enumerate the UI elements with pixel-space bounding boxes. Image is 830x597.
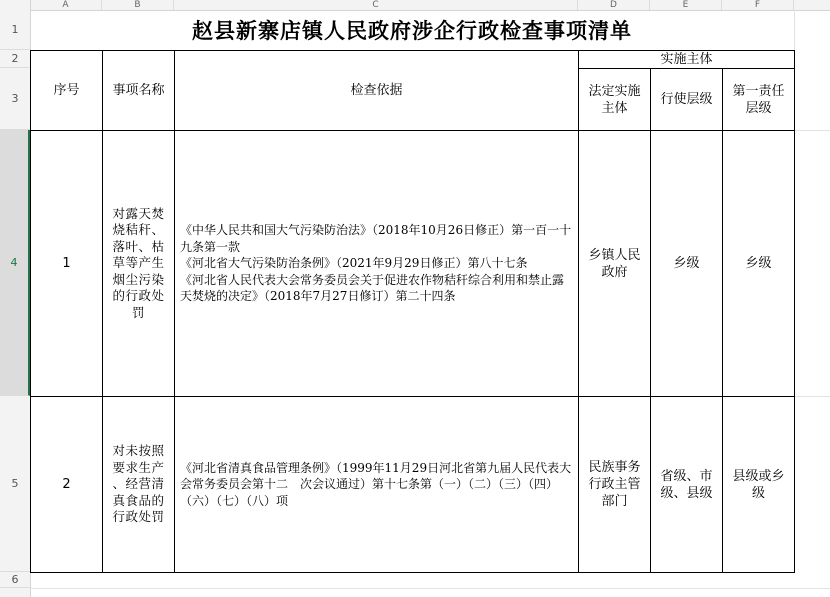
header-exercise-level[interactable]: 行使层级 xyxy=(650,68,723,131)
column-header-e[interactable]: E xyxy=(650,0,722,10)
header-subject-group[interactable]: 实施主体 xyxy=(578,50,795,69)
select-all-corner[interactable] xyxy=(0,0,31,10)
header-item-name[interactable]: 事项名称 xyxy=(102,50,175,131)
gridline xyxy=(794,10,795,50)
record-2-basis[interactable]: 《河北省清真食品管理条例》（1999年11月29日河北省第九届人民代表大会常务委员会第十二 次会议通过）第十七条第（一）（二）（三）（四）（六）（七）（八）项 xyxy=(174,396,579,573)
row-header-3[interactable]: 3 xyxy=(0,68,30,130)
column-header-f[interactable]: F xyxy=(722,0,794,10)
column-header-b[interactable]: B xyxy=(102,0,174,10)
gridline xyxy=(794,396,830,397)
record-1-exercise-level[interactable]: 乡级 xyxy=(650,130,723,397)
column-header-c[interactable]: C xyxy=(174,0,578,10)
header-no[interactable]: 序号 xyxy=(30,50,103,131)
record-1-first-responsibility[interactable]: 乡级 xyxy=(722,130,795,397)
column-header-a[interactable]: A xyxy=(30,0,102,10)
header-basis[interactable]: 检查依据 xyxy=(174,50,579,131)
row-header-1[interactable]: 1 xyxy=(0,10,30,50)
header-legal-subject[interactable]: 法定实施 主体 xyxy=(578,68,651,131)
record-1-basis[interactable]: 《中华人民共和国大气污染防治法》（2018年10月26日修正）第一百一十九条第一款 《河北省大气污染防治条例》（2021年9月29日修正）第八十七条 《河北省人民代表大会常务委员会关于促进农作物秸秆综合利用和禁止露天焚烧的决定》（2018年7月27日修订）第二十四条 xyxy=(174,130,579,397)
gridline xyxy=(794,130,830,131)
row-header-2[interactable]: 2 xyxy=(0,50,30,68)
column-header-d[interactable]: D xyxy=(578,0,650,10)
record-2-first-responsibility[interactable]: 县级或乡 级 xyxy=(722,396,795,573)
header-first-responsibility[interactable]: 第一责任 层级 xyxy=(722,68,795,131)
row-header-6[interactable]: 6 xyxy=(0,572,30,588)
record-1-item-name[interactable]: 对露天焚 烧秸秆、 落叶、枯 草等产生 烟尘污染 的行政处 罚 xyxy=(102,130,175,397)
row-header-5[interactable]: 5 xyxy=(0,396,30,572)
record-1-no[interactable]: 1 xyxy=(30,130,103,397)
record-2-no[interactable]: 2 xyxy=(30,396,103,573)
record-1-legal-subject[interactable]: 乡镇人民 政府 xyxy=(578,130,651,397)
record-2-legal-subject[interactable]: 民族事务 行政主管 部门 xyxy=(578,396,651,573)
gridline xyxy=(30,588,830,589)
row-header-4[interactable]: 4 xyxy=(0,130,30,396)
sheet-title[interactable]: 赵县新寨店镇人民政府涉企行政检查事项清单 xyxy=(192,17,632,43)
record-2-item-name[interactable]: 对未按照 要求生产 、经营清 真食品的 行政处罚 xyxy=(102,396,175,573)
record-2-exercise-level[interactable]: 省级、市 级、县级 xyxy=(650,396,723,573)
